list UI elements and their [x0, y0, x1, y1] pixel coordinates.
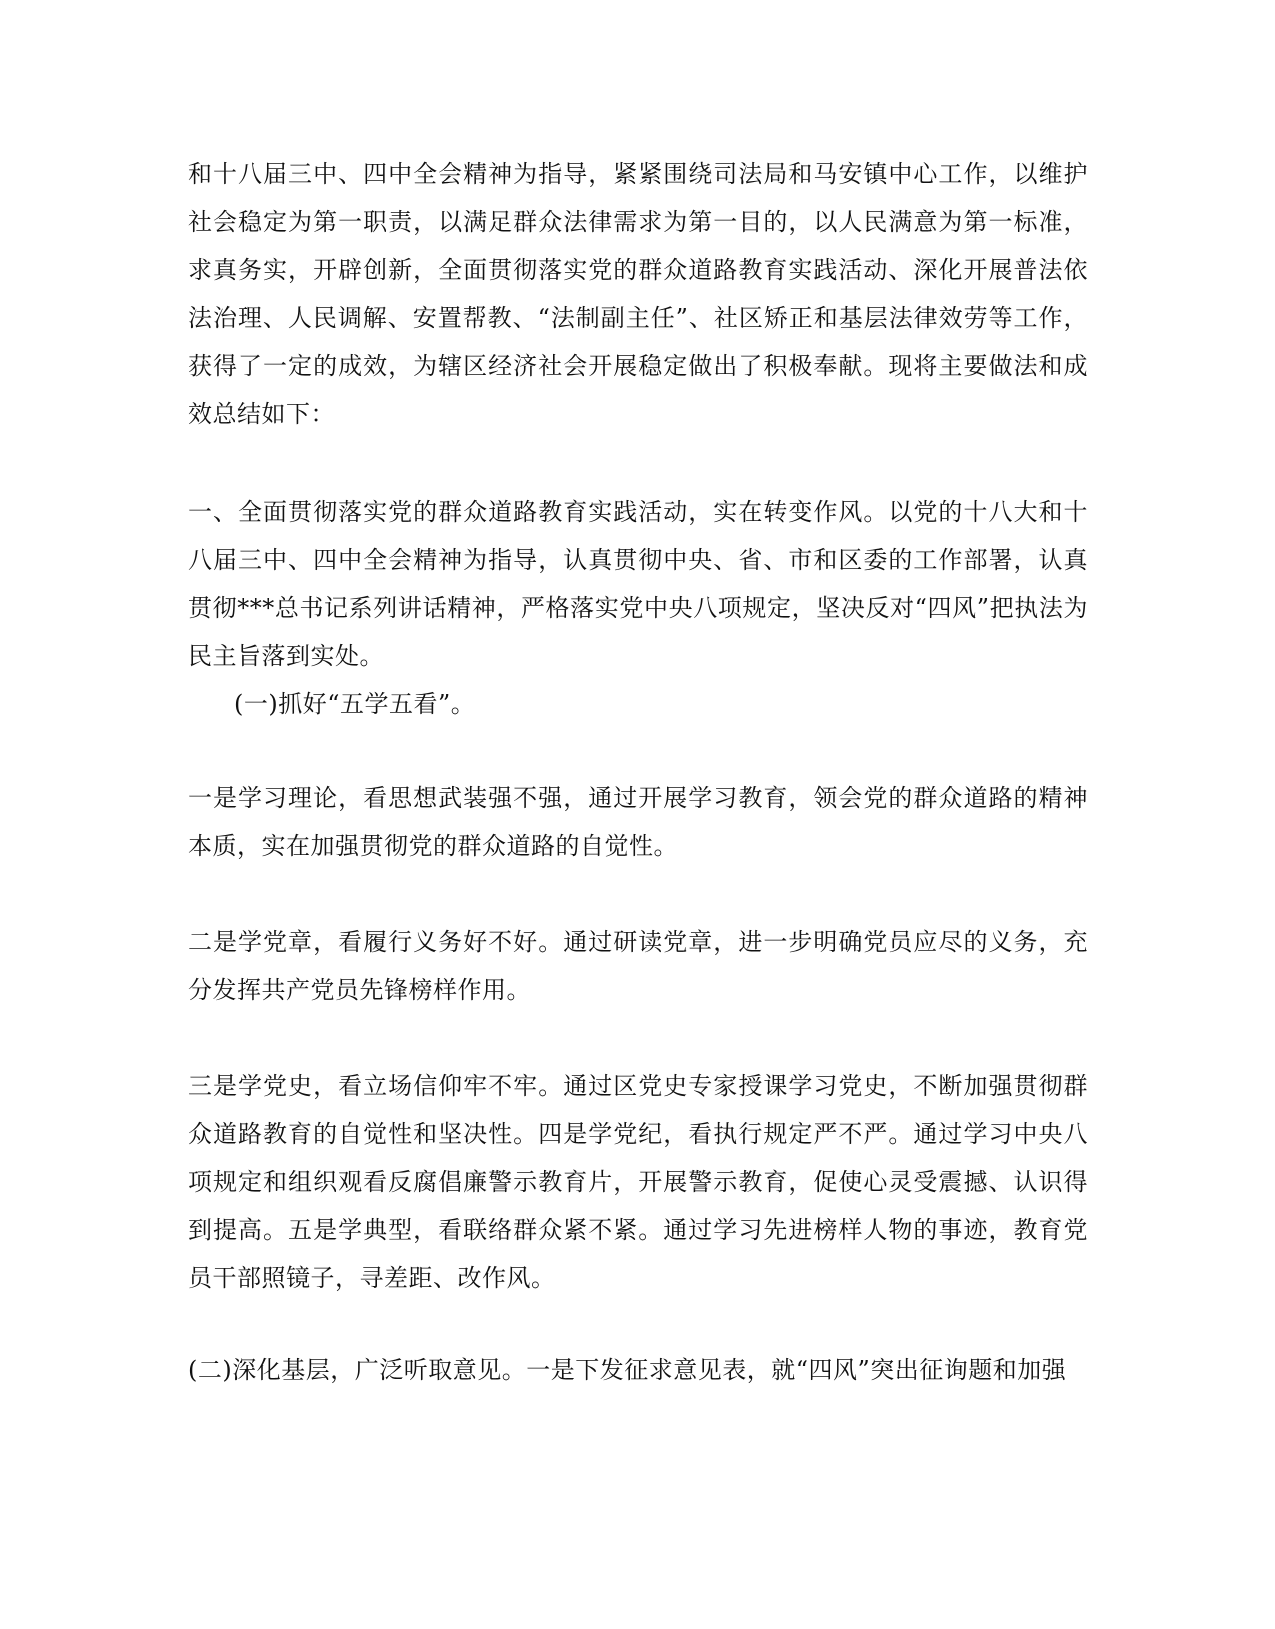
- section-one-paragraph: 一、全面贯彻落实党的群众道路教育实践活动，实在转变作风。以党的十八大和十八届三中、四中全会精神为指导，认真贯彻中央、省、市和区委的工作部署，认真贯彻***总书记系列讲话精神，严格落实党中央八项规定，坚决反对“四风”把执法为民主旨落到实处。: [188, 498, 1088, 670]
- point-one-paragraph: 一是学习理论，看思想武装强不强，通过开展学习教育，领会党的群众道路的精神本质，实在加强贯彻党的群众道路的自觉性。: [188, 784, 1088, 860]
- point-two-paragraph: 二是学党章，看履行义务好不好。通过研读党章，进一步明确党员应尽的义务，充分发挥共产党员先锋榜样作用。: [188, 928, 1088, 1004]
- point-three-paragraph: 三是学党史，看立场信仰牢不牢。通过区党史专家授课学习党史，不断加强贯彻群众道路教育的自觉性和坚决性。四是学党纪，看执行规定严不严。通过学习中央八项规定和组织观看反腐倡廉警示教育片，开展警示教育，促使心灵受震撼、认识得到提高。五是学典型，看联络群众紧不紧。通过学习先进榜样人物的事迹，教育党员干部照镜子，寻差距、改作风。: [188, 1072, 1088, 1292]
- subsection-two-paragraph: (二)深化基层，广泛听取意见。一是下发征求意见表，就“四风”突出征询题和加强: [188, 1356, 1067, 1384]
- intro-paragraph: 和十八届三中、四中全会精神为指导，紧紧围绕司法局和马安镇中心工作，以维护社会稳定为第一职责，以满足群众法律需求为第一目的，以人民满意为第一标准，求真务实，开辟创新，全面贯彻落实党的群众道路教育实践活动、深化开展普法依法治理、人民调解、安置帮教、“法制副主任”、社区矫正和基层法律效劳等工作，获得了一定的成效，为辖区经济社会开展稳定做出了积极奉献。现将主要做法和成效总结如下：: [188, 160, 1088, 428]
- subsection-one-heading: (一)抓好“五学五看”。: [234, 690, 476, 718]
